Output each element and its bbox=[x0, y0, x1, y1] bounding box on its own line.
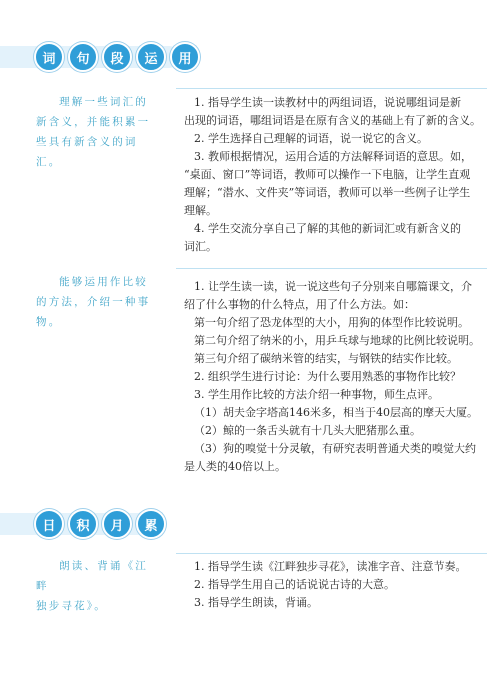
step-line: 是人类的40倍以上。 bbox=[184, 460, 286, 473]
step-line: 绍了什么事物的什么特点，用了什么方法。如： bbox=[184, 298, 415, 311]
step-line: 2. 学生选择自己理解的词语，说一说它的含义。 bbox=[194, 132, 428, 145]
title-char: 日 bbox=[34, 509, 64, 539]
step-line: 3. 学生用作比较的方法介绍一种事物，师生点评。 bbox=[194, 388, 439, 401]
title-char: 用 bbox=[170, 42, 200, 72]
goal-line: 的方法，介绍一种事 bbox=[36, 296, 151, 308]
step-line: （2）鲸的一条舌头就有十几头大肥猪那么重。 bbox=[194, 424, 421, 437]
teaching-goal bbox=[36, 272, 154, 332]
teaching-steps bbox=[184, 278, 484, 476]
title-char: 段 bbox=[102, 42, 132, 72]
step-line: 3. 指导学生朗读，背诵。 bbox=[194, 596, 318, 609]
title-char: 运 bbox=[136, 42, 166, 72]
goal-line: 独步寻花》。 bbox=[36, 600, 107, 612]
title-char: 月 bbox=[102, 509, 132, 539]
step-line: 2. 组织学生进行讨论：为什么要用熟悉的事物作比较？ bbox=[194, 370, 461, 383]
title-char: 句 bbox=[68, 42, 98, 72]
step-line: 4. 学生交流分享自己了解的其他的新词汇或有新含义的 bbox=[194, 222, 461, 235]
title-char: 累 bbox=[136, 509, 166, 539]
step-line: 词汇。 bbox=[184, 240, 217, 253]
section-header-ciju bbox=[0, 40, 192, 74]
teaching-goal bbox=[36, 556, 154, 616]
step-line: 第一句介绍了恐龙体型的大小，用狗的体型作比较说明。 bbox=[194, 316, 469, 329]
step-line: 第二句介绍了纳米的小，用乒乓球与地球的比例比较说明。 bbox=[194, 334, 480, 347]
title-char: 词 bbox=[34, 42, 64, 72]
step-line: （1）胡夫金字塔高146米多，相当于40层高的摩天大厦。 bbox=[194, 406, 478, 419]
step-line: 理解；“潜水、文件夹”等词语，教师可以举一些例子让学生 bbox=[184, 186, 471, 199]
step-line: （3）狗的嗅觉十分灵敏，有研究表明普通犬类的嗅觉大约 bbox=[194, 442, 476, 455]
goal-divider bbox=[176, 268, 487, 269]
title-char: 积 bbox=[68, 509, 98, 539]
goal-line: 些具有新含义的词汇。 bbox=[36, 136, 138, 168]
goal-line: 物。 bbox=[36, 316, 62, 328]
section-header-rijiyuelei bbox=[0, 507, 158, 541]
step-line: 1. 指导学生读一读教材中的两组词语，说说哪组词是新 bbox=[194, 96, 461, 109]
teaching-steps bbox=[184, 558, 484, 612]
step-line: 1. 指导学生读《江畔独步寻花》，读准字音、注意节奏。 bbox=[194, 560, 467, 573]
step-line: 理解。 bbox=[184, 204, 217, 217]
section-title bbox=[0, 42, 200, 72]
goal-line: 新含义，并能积累一 bbox=[36, 116, 151, 128]
step-line: 2. 指导学生用自己的话说说古诗的大意。 bbox=[194, 578, 395, 591]
section-title bbox=[0, 509, 166, 539]
step-line: 1. 让学生读一读，说一说这些句子分别来自哪篇课文，介 bbox=[194, 280, 472, 293]
goal-divider bbox=[176, 553, 487, 554]
goal-line: 朗读、背诵《江畔 bbox=[36, 560, 148, 592]
teaching-steps bbox=[184, 94, 484, 256]
teaching-goal bbox=[36, 92, 154, 172]
step-line: 3. 教师根据情况，运用合适的方法解释词语的意思。如， bbox=[194, 150, 472, 163]
step-line: 第三句介绍了碳纳米管的结实，与钢铁的结实作比较。 bbox=[194, 352, 458, 365]
step-line: 出现的词语，哪组词语是在原有含义的基础上有了新的含义。 bbox=[184, 114, 481, 127]
goal-line: 能够运用作比较 bbox=[59, 276, 148, 288]
goal-divider bbox=[176, 88, 487, 89]
step-line: “桌面、窗口”等词语，教师可以操作一下电脑，让学生直观 bbox=[184, 168, 471, 181]
goal-line: 理解一些词汇的 bbox=[59, 96, 148, 108]
